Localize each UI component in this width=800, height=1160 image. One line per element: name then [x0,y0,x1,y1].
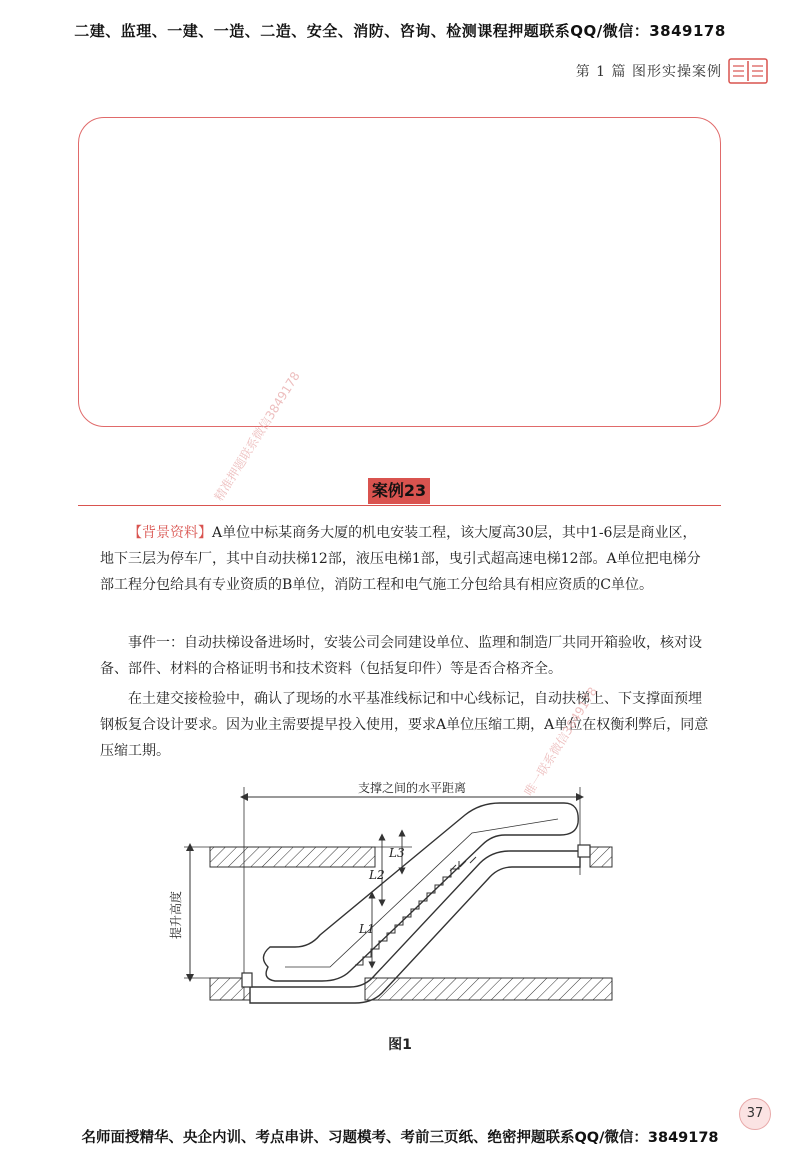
figure-caption: 图1 [388,1037,412,1053]
background-text: A单位中标某商务大厦的机电安装工程，该大厦高30层，其中1-6层是商业区，地下三层为停车厂，其中自动扶梯12部，液压电梯1部，曳引式超高速电梯12部。A单位把电梯分部工程分包给具有专业资质的B单位，消防工程和电气施工分包给具有相应资质的C单位。 [100,525,701,593]
top-banner: 二建、监理、一建、一造、二造、安全、消防、咨询、检测课程押题联系QQ/微信：3849178 [74,22,726,40]
upper-slab-left [210,847,375,867]
escalator-diagram [150,775,620,1020]
background-paragraph [100,520,710,598]
running-head: 第 1 篇 图形实操案例 [575,64,722,80]
horizontal-distance-label: 支撑之间的水平距离 [357,781,467,795]
l2-label: L2 [369,868,385,882]
watermark: 精准押题联系微信3849178 [211,369,303,504]
lower-slab-right [365,978,612,1000]
lower-support [242,973,252,987]
section-divider [78,505,721,506]
handover-paragraph: 在土建交接检验中，确认了现场的水平基准线标记和中心线标记，自动扶梯上、下支撑面预埋钢板复合设计要求。因为业主需要提早投入使用，要求A单位压缩工期，A单位在权衡利弊后，同意压缩工期。 [100,691,709,759]
watermark: 唯一联系微信3849178 [521,684,601,799]
bottom-banner: 名师面授精华、央企内训、考点串讲、习题模考、考前三页纸、绝密押题联系QQ/微信：3849178 [81,1130,719,1146]
upper-slab-right [590,847,612,867]
background-label: 【背景资料】 [128,525,212,541]
l3-label: L3 [389,846,405,860]
event-one-paragraph: 事件一：自动扶梯设备进场时，安装公司会同建设单位、监理和制造厂共同开箱验收，核对设备、部件、材料的合格证明书和技术资料（包括复印件）等是否合格齐全。 [100,635,702,677]
answer-box [78,117,721,427]
case-title: 案例23 [368,478,430,504]
rise-height-label: 提升高度 [169,890,183,940]
escalator-handrail [263,803,578,981]
page-number: 37 [739,1098,771,1130]
l1-label: L1 [359,922,375,936]
upper-support [578,845,590,857]
book-icon [728,58,768,84]
